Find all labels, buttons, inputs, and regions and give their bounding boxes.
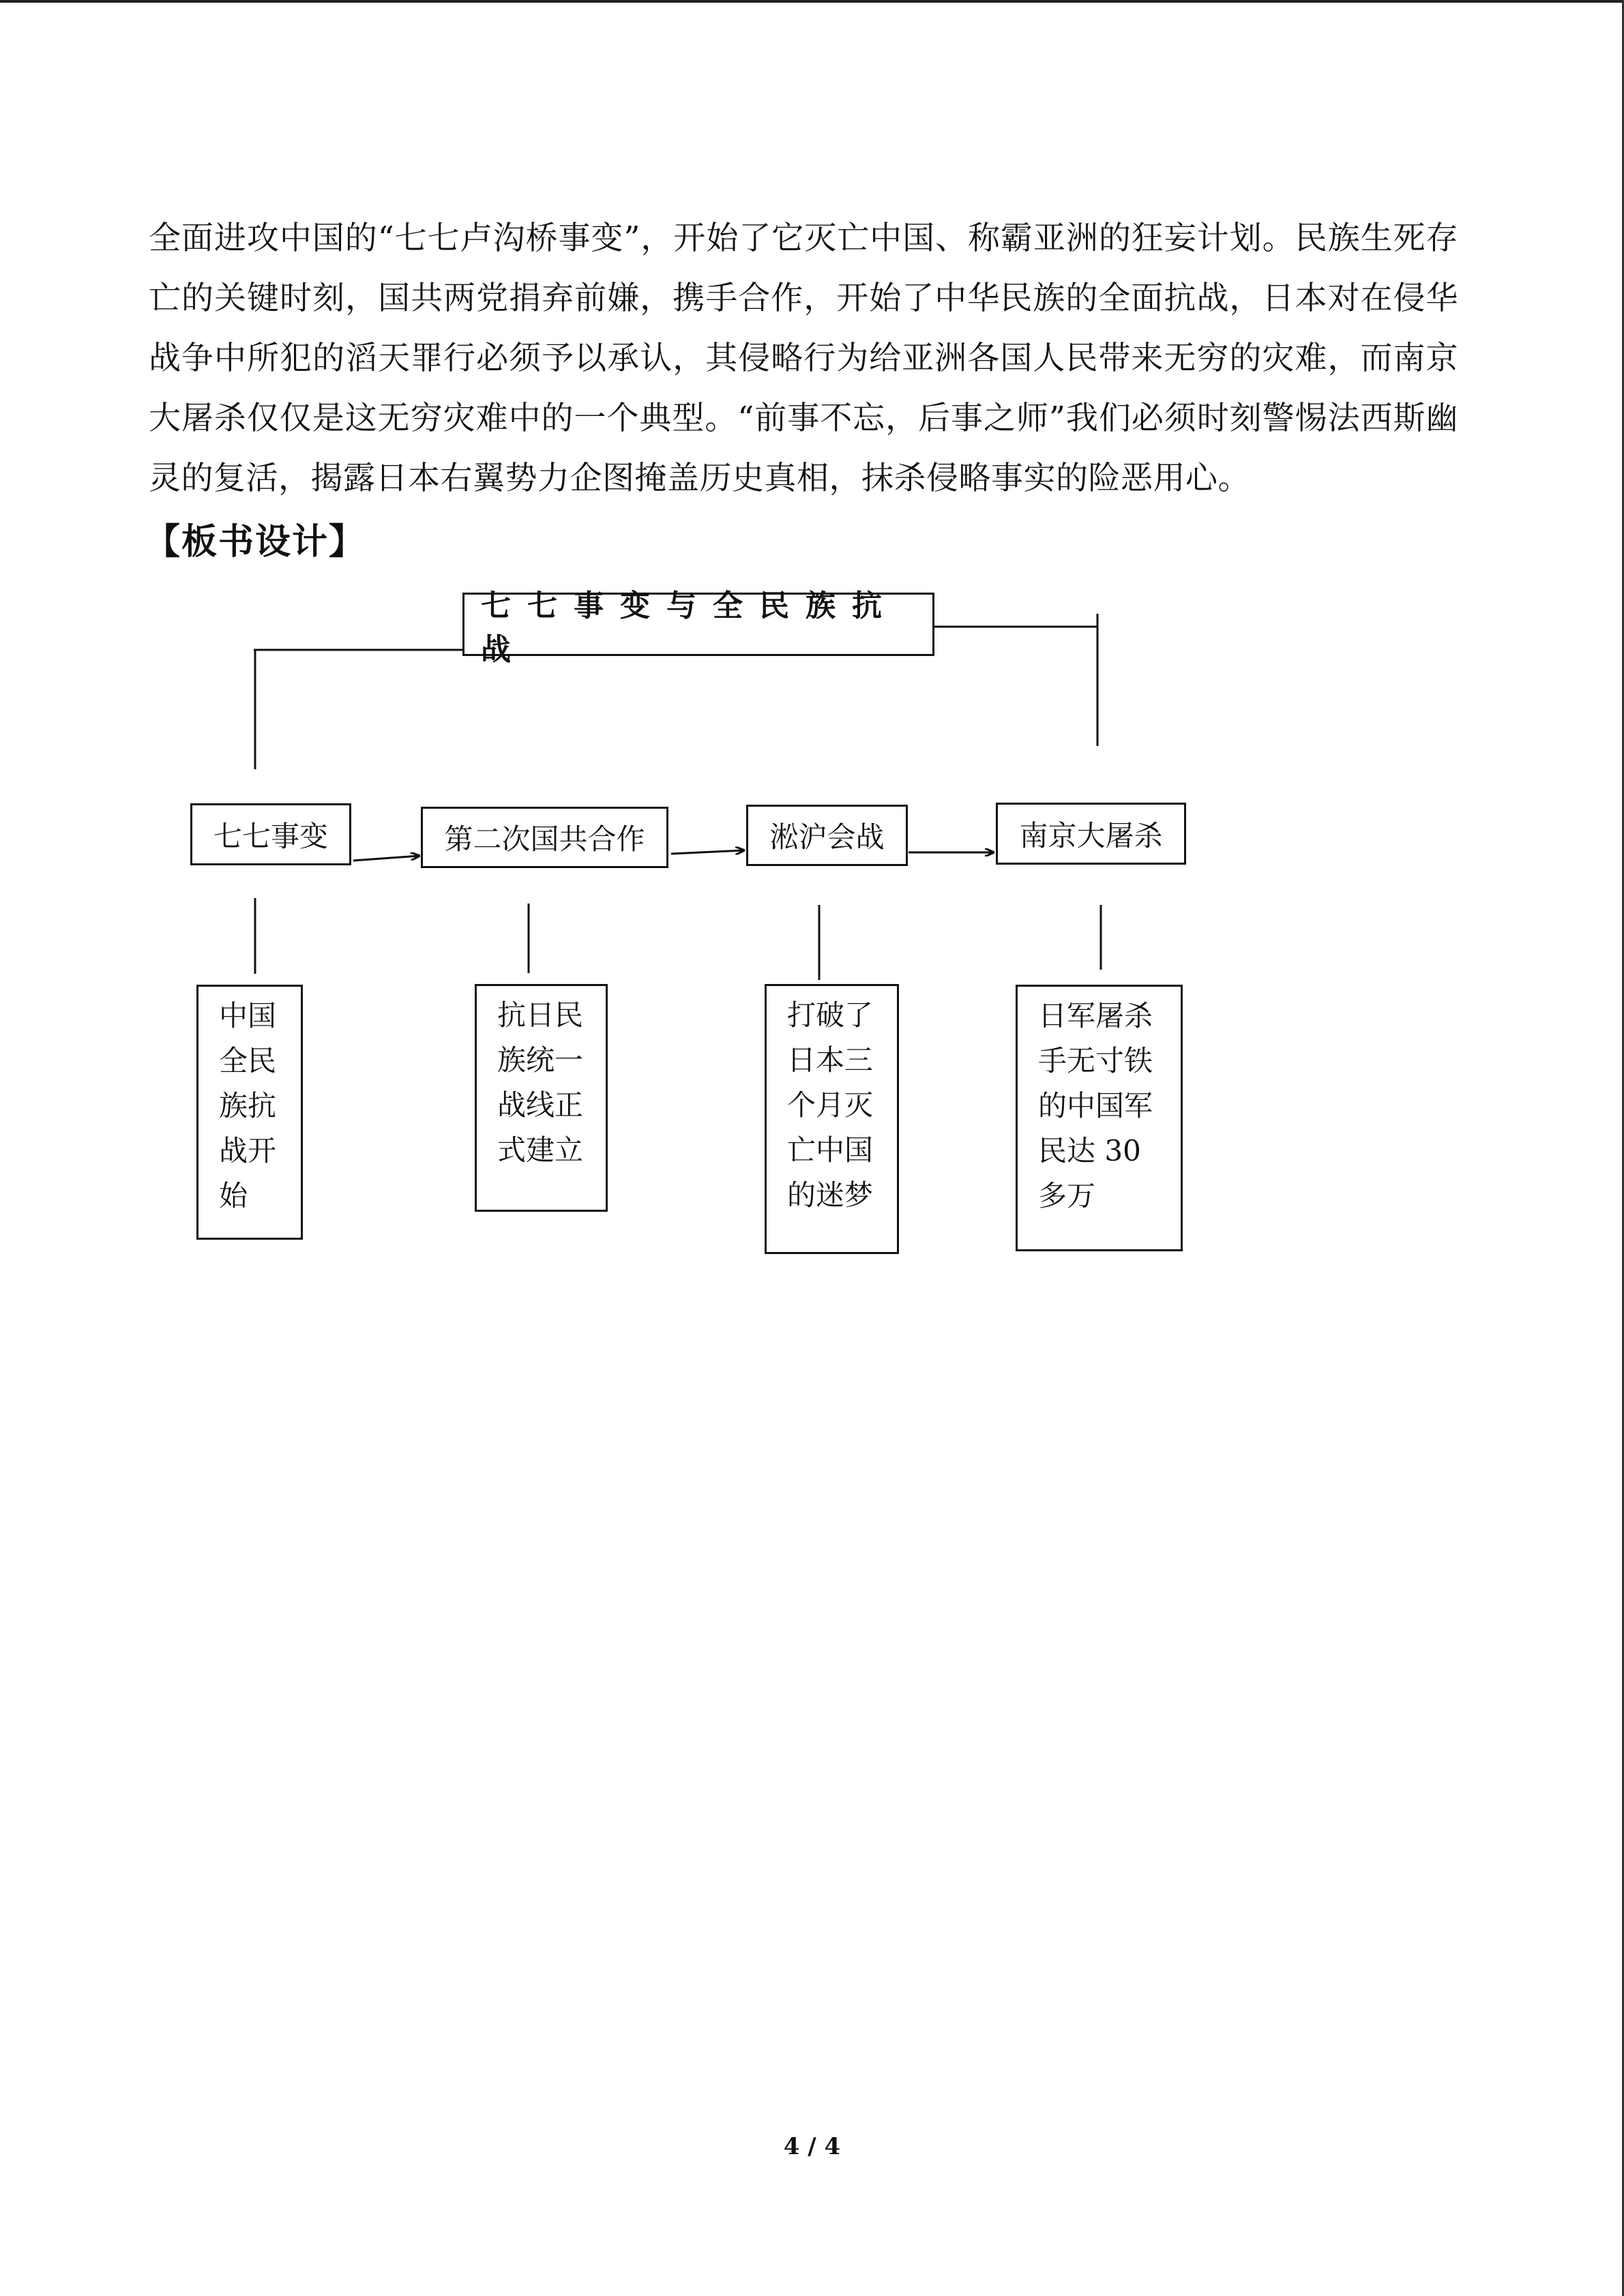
event-box-songhu-battle (746, 805, 908, 866)
event-label: 七七事变 (213, 819, 328, 853)
event-box-nanjing-massacre (996, 803, 1186, 865)
event-box-july7-incident (190, 803, 351, 865)
event-box-second-cooperation (421, 807, 668, 868)
arrow-1-to-2 (353, 856, 419, 861)
page-number: 4 / 4 (783, 2133, 841, 2160)
diagram-title: 七七事变与全民族抗战 (481, 588, 898, 667)
event-label: 南京大屠杀 (1019, 818, 1163, 852)
detail-box-2: 抗日民 族统一 战线正 式建立 (475, 984, 608, 1212)
section-heading: 【板书设计】 (145, 522, 366, 563)
detail-box-1: 中国 全民 族抗 战开 始 (196, 985, 303, 1240)
diagram-title-box (462, 588, 934, 667)
detail-box-4: 日军屠杀 手无寸铁 的中国军 民达 30 多万 (1016, 985, 1183, 1251)
event-label: 第二次国共合作 (444, 822, 645, 856)
event-label: 淞沪会战 (769, 820, 885, 854)
arrow-2-to-3 (671, 850, 744, 854)
summary-paragraph: 全面进攻中国的“七七卢沟桥事变”，开始了它灭亡中国、称霸亚洲的狂妄计划。民族生死存亡的关键时刻，国共两党捐弃前嫌，携手合作，开始了中华民族的全面抗战，日本对在侵华战争中所犯的滔天罪行必须予以承认，其侵略行为给亚洲各国人民带来无穷的灾难，而南京大屠杀仅仅是这无穷灾难中的一个典型。“前事不忘，后事之师”我们必须时刻警惕法西斯幽灵的复活，揭露日本右翼势力企图掩盖历史真相，抹杀侵略事实的险恶用心。 (149, 220, 1458, 497)
detail-box-3: 打破了 日本三 个月灭 亡中国 的迷梦 (765, 984, 899, 1254)
